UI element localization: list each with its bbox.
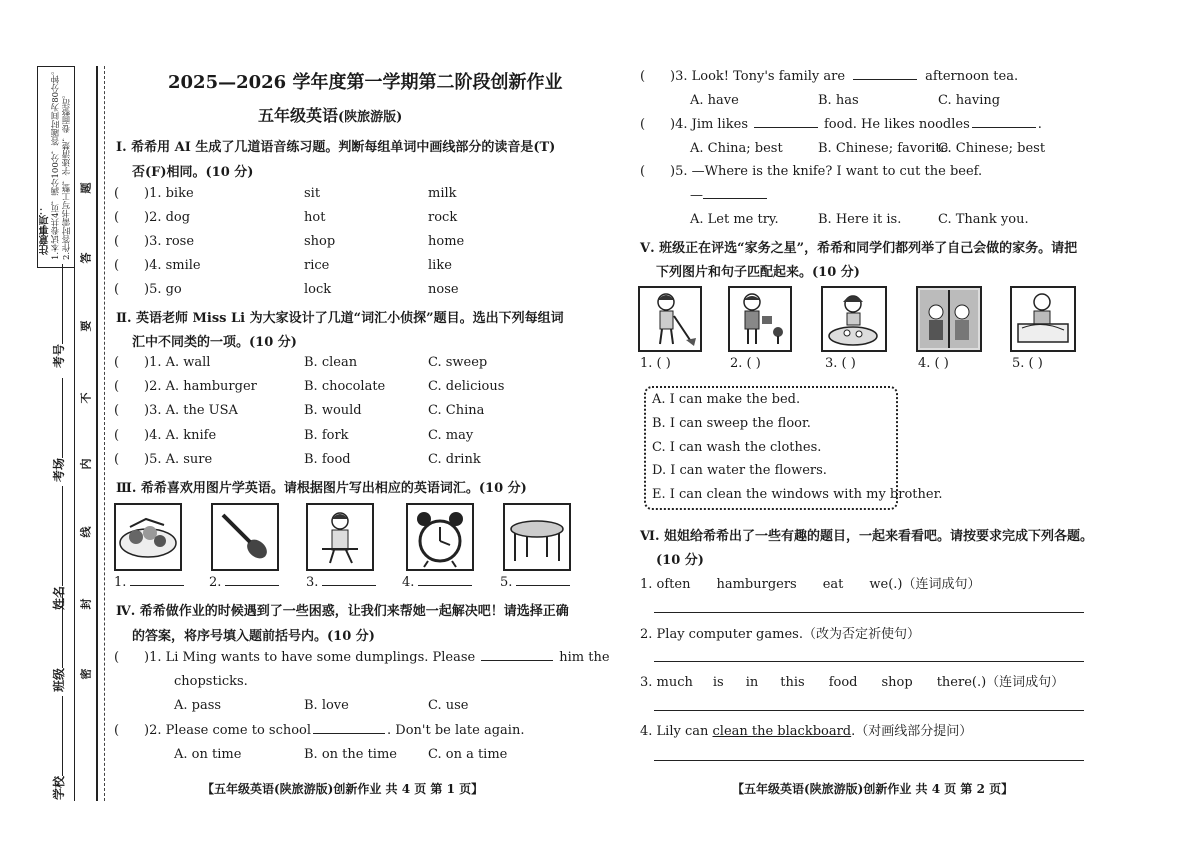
- seal-char-da: 答: [79, 252, 93, 264]
- answer-bracket[interactable]: (: [114, 234, 120, 249]
- s2-q4-c: C. may: [428, 428, 474, 443]
- s4-q5: )5. —Where is the knife? I want to cut the beef.: [670, 164, 983, 179]
- s3-answer-5[interactable]: 5.: [500, 575, 570, 590]
- s6-q3: 3. much is in this food shop there(.)（连词成句）: [640, 675, 1065, 690]
- s1-q5-b: lock: [304, 282, 332, 297]
- s4-q5-opt-c: C. Thank you.: [938, 212, 1029, 227]
- s1-q2-c: rock: [428, 210, 458, 225]
- seal-dashed-line: [104, 66, 105, 801]
- seal-char-xian: 线: [79, 526, 93, 538]
- watering-boy-icon: [728, 286, 792, 352]
- s5-answer-4[interactable]: 4. ( ): [918, 356, 949, 371]
- s6-q4: 4. Lily can clean the blackboard.（对画线部分提问）: [640, 724, 973, 739]
- s4-q5-opt-b: B. Here it is.: [818, 212, 902, 227]
- class-label: 班级: [50, 588, 67, 692]
- s1-q3-b: shop: [304, 234, 336, 249]
- sweeping-girl-icon: [638, 286, 702, 352]
- s2-q1-b: B. clean: [304, 355, 358, 370]
- s4-q3: )3. Look! Tony's family are afternoon tea.: [670, 69, 1019, 84]
- s5-option-a: A. I can make the bed.: [652, 392, 801, 407]
- section-2-heading: Ⅱ. 英语老师 Miss Li 为大家设计了几道“词汇小侦探”题目。选出下列每组词: [116, 311, 564, 326]
- seal-char-bu: 不: [79, 392, 93, 404]
- s5-answer-2[interactable]: 2. ( ): [730, 356, 761, 371]
- s2-q4: )4. A. knife: [144, 428, 217, 443]
- s2-q3-c: C. China: [428, 403, 485, 418]
- section-1-heading-2: 否(F)相同。(10 分): [132, 165, 254, 180]
- s2-q5-b: B. food: [304, 452, 351, 467]
- s6-q4-answer-line[interactable]: [654, 760, 1084, 761]
- s4-q1-cont: chopsticks.: [174, 674, 248, 689]
- s5-option-c: C. I can wash the clothes.: [652, 440, 822, 455]
- s4-q5-dash: —: [690, 188, 767, 203]
- s2-q1-c: C. sweep: [428, 355, 488, 370]
- answer-bracket[interactable]: (: [114, 186, 120, 201]
- s2-q4-b: B. fork: [304, 428, 349, 443]
- school-label: 学校: [50, 696, 67, 800]
- section-5-heading-2: 下列图片和句子匹配起来。(10 分): [656, 265, 860, 280]
- section-6-heading-2: (10 分): [656, 553, 704, 568]
- table-icon: [503, 503, 571, 571]
- s1-q3: )3. rose: [144, 234, 195, 249]
- s1-q1-c: milk: [428, 186, 457, 201]
- s2-q5-c: C. drink: [428, 452, 481, 467]
- s1-q4: )4. smile: [144, 258, 201, 273]
- s6-q2-answer-line[interactable]: [654, 661, 1084, 662]
- answer-bracket[interactable]: (: [114, 428, 120, 443]
- s1-q2: )2. dog: [144, 210, 191, 225]
- alarm-clock-icon: [406, 503, 474, 571]
- page-2-footer: 【五年级英语(陕旅游版)创新作业 共 4 页 第 2 页】: [732, 782, 1014, 796]
- name-label: 姓名: [50, 486, 67, 610]
- section-3-heading: Ⅲ. 希希喜欢用图片学英语。请根据图片写出相应的英语词汇。(10 分): [116, 481, 527, 496]
- s4-q3-opt-c: C. having: [938, 93, 1001, 108]
- s4-q1: )1. Li Ming wants to have some dumplings. Please him the: [144, 650, 610, 665]
- s4-q3-opt-b: B. has: [818, 93, 859, 108]
- answer-bracket[interactable]: (: [114, 210, 120, 225]
- answer-bracket[interactable]: (: [114, 258, 120, 273]
- s3-answer-4[interactable]: 4.: [402, 575, 472, 590]
- page-title: 2025—2026 学年度第一学期第二阶段创新作业: [168, 72, 563, 93]
- s3-answer-3[interactable]: 3.: [306, 575, 376, 590]
- page-1-footer: 【五年级英语(陕旅游版)创新作业 共 4 页 第 1 页】: [202, 782, 484, 796]
- s1-q5: )5. go: [144, 282, 182, 297]
- s5-option-b: B. I can sweep the floor.: [652, 416, 811, 431]
- s2-q3: )3. A. the USA: [144, 403, 238, 418]
- s4-q4-opt-b: B. Chinese; favorite: [818, 141, 949, 156]
- seal-char-nei: 内: [79, 458, 93, 470]
- answer-bracket[interactable]: (: [114, 452, 120, 467]
- answer-bracket[interactable]: (: [114, 282, 120, 297]
- s3-answer-2[interactable]: 2.: [209, 575, 279, 590]
- s2-q3-b: B. would: [304, 403, 362, 418]
- s4-q2-opt-a: A. on time: [174, 747, 242, 762]
- answer-bracket[interactable]: (: [114, 650, 120, 665]
- section-4-heading: Ⅳ. 希希做作业的时候遇到了一些困惑，让我们来帮她一起解决吧！请选择正确: [116, 604, 569, 619]
- section-2-heading-2: 汇中不同类的一项。(10 分): [132, 335, 297, 350]
- seal-char-yao: 要: [79, 320, 93, 332]
- answer-bracket[interactable]: (: [114, 379, 120, 394]
- s2-q5: )5. A. sure: [144, 452, 213, 467]
- s3-answer-1[interactable]: 1.: [114, 575, 184, 590]
- s5-answer-3[interactable]: 3. ( ): [825, 356, 856, 371]
- binding-line: [96, 66, 98, 801]
- section-4-heading-2: 的答案，将序号填入题前括号内。(10 分): [132, 629, 375, 644]
- section-1-heading: Ⅰ. 希希用 AI 生成了几道语音练习题。判断每组单词中画线部分的读音是(T): [116, 140, 556, 155]
- answer-bracket[interactable]: (: [640, 117, 646, 132]
- spoon-icon: [211, 503, 279, 571]
- washing-girl-icon: [821, 286, 887, 352]
- s4-q2-opt-c: C. on a time: [428, 747, 508, 762]
- page-subtitle: 五年级英语(陕旅游版): [258, 106, 403, 125]
- s1-q2-b: hot: [304, 210, 326, 225]
- s4-q3-opt-a: A. have: [690, 93, 739, 108]
- s6-q3-answer-line[interactable]: [654, 710, 1084, 711]
- s5-option-d: D. I can water the flowers.: [652, 463, 827, 478]
- binding-border-left: [74, 66, 75, 801]
- s2-q2-b: B. chocolate: [304, 379, 386, 394]
- s5-answer-1[interactable]: 1. ( ): [640, 356, 671, 371]
- s1-q4-c: like: [428, 258, 452, 273]
- s5-answer-5[interactable]: 5. ( ): [1012, 356, 1043, 371]
- seal-char-feng: 封: [79, 598, 93, 610]
- seal-char-ti: 题: [79, 182, 93, 194]
- window-cleaning-icon: [916, 286, 982, 352]
- exam-number-label: 考号: [50, 264, 67, 368]
- sitting-girl-icon: [306, 503, 374, 571]
- s1-q4-b: rice: [304, 258, 330, 273]
- s4-q2-opt-b: B. on the time: [304, 747, 397, 762]
- answer-bracket[interactable]: (: [114, 355, 120, 370]
- s6-q1: 1. often hamburgers eat we(.)（连词成句）: [640, 577, 981, 592]
- section-5-heading: Ⅴ. 班级正在评选“家务之星”，希希和同学们都列举了自己会做的家务。请把: [640, 241, 1078, 256]
- food-plate-icon: [114, 503, 182, 571]
- notice-title: 注意事项：: [40, 205, 51, 255]
- answer-bracket[interactable]: (: [114, 403, 120, 418]
- answer-bracket[interactable]: (: [114, 723, 120, 738]
- s2-q1: )1. A. wall: [144, 355, 211, 370]
- s2-q2: )2. A. hamburger: [144, 379, 257, 394]
- s5-option-e: E. I can clean the windows with my brother.: [652, 487, 943, 502]
- notice-line-2: 2.作答时需书写工整，字迹清楚，卷面整洁。: [62, 90, 72, 260]
- s1-q3-c: home: [428, 234, 465, 249]
- s4-q5-opt-a: A. Let me try.: [690, 212, 779, 227]
- answer-bracket[interactable]: (: [640, 69, 646, 84]
- s4-q4: )4. Jim likes food. He likes noodles .: [670, 117, 1042, 132]
- s4-q1-opt-c: C. use: [428, 698, 469, 713]
- s1-q1-b: sit: [304, 186, 321, 201]
- s6-q2: 2. Play computer games.（改为否定祈使句）: [640, 627, 920, 642]
- s6-q1-answer-line[interactable]: [654, 612, 1084, 613]
- bed-making-icon: [1010, 286, 1076, 352]
- s4-q4-opt-a: A. China; best: [690, 141, 783, 156]
- s4-q2: )2. Please come to school . Don't be late again.: [144, 723, 525, 738]
- seal-char-mi: 密: [79, 668, 93, 680]
- s4-q1-opt-a: A. pass: [174, 698, 222, 713]
- s4-q4-opt-c: C. Chinese; best: [938, 141, 1046, 156]
- section-6-heading: Ⅵ. 姐姐给希希出了一些有趣的题目，一起来看看吧。请按要求完成下列各题。: [640, 529, 1094, 544]
- s2-q2-c: C. delicious: [428, 379, 505, 394]
- answer-bracket[interactable]: (: [640, 164, 646, 179]
- s4-q1-opt-b: B. love: [304, 698, 349, 713]
- s1-q1: )1. bike: [144, 186, 194, 201]
- s1-q5-c: nose: [428, 282, 459, 297]
- notice-line-1: 1.本试卷共4页，满分100分，答题时间为80分钟。: [51, 66, 61, 260]
- exam-room-label: 考场: [50, 378, 67, 482]
